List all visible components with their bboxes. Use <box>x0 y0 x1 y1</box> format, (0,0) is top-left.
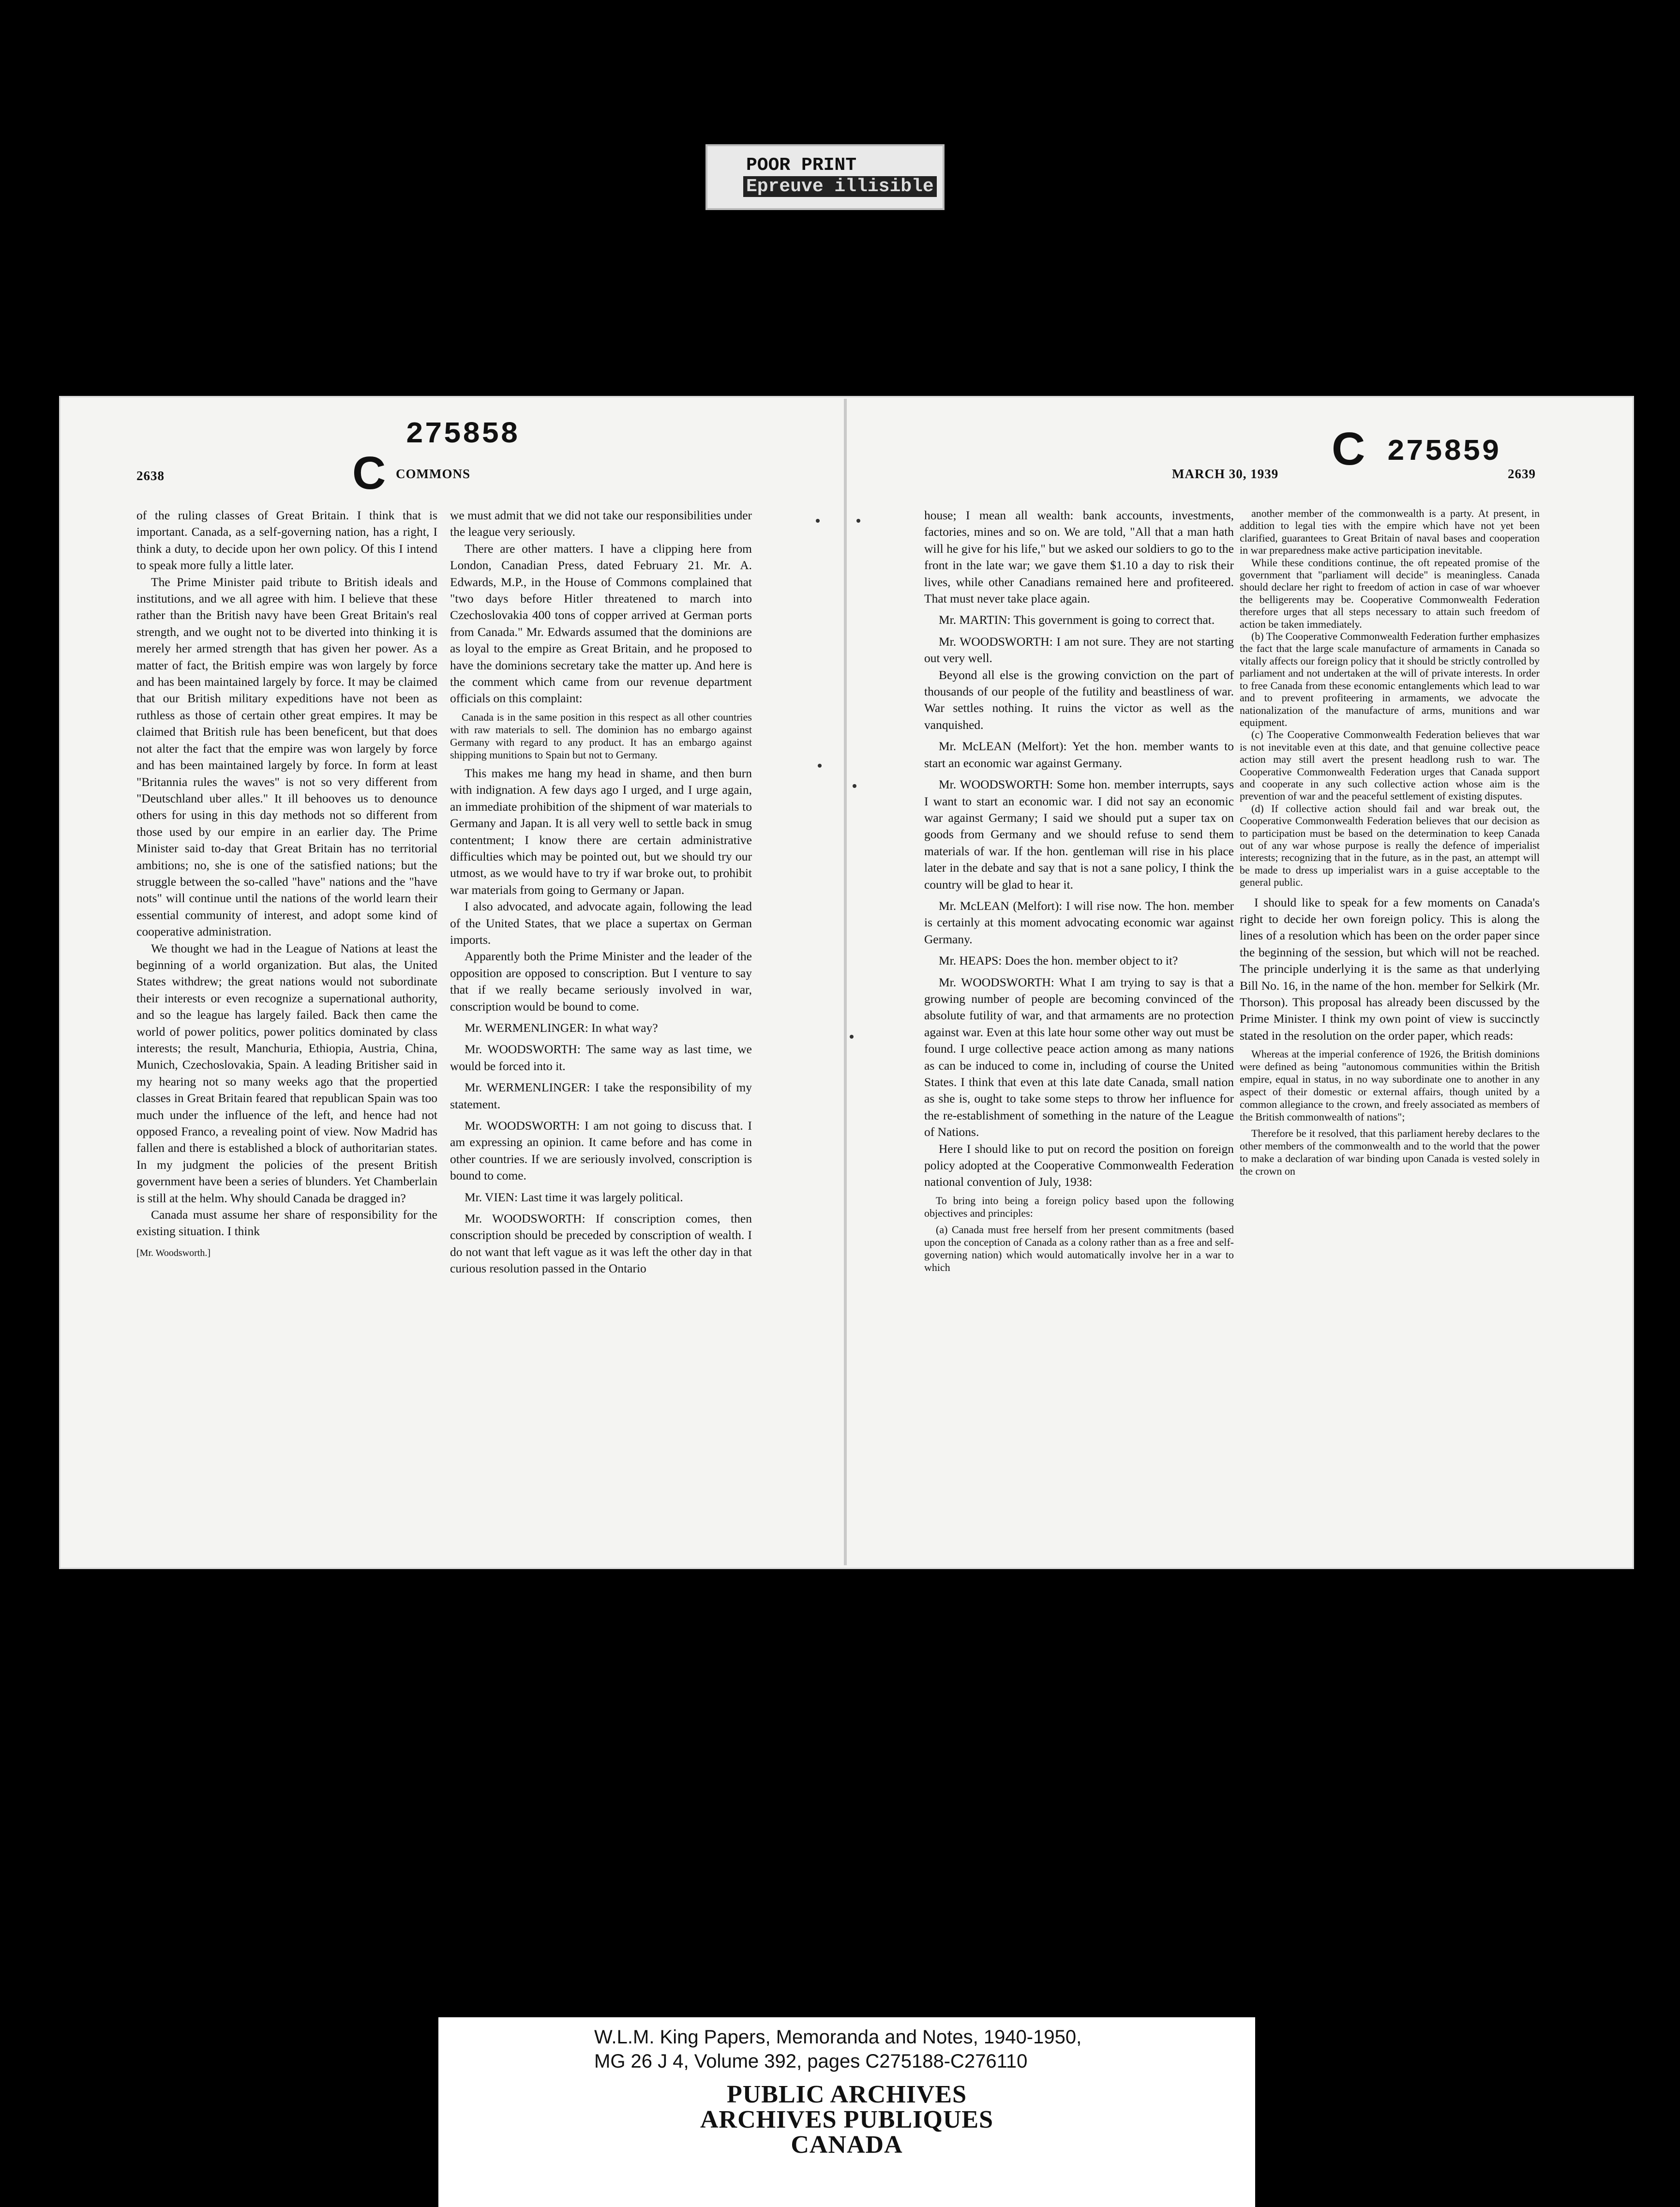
paragraph: This makes me hang my head in shame, and then burn with indignation. A few days ago I urged, and I urge again, an immediate prohibition of the shipment of war materials to Germany and Japan. It is all very well to settle back in smug contentment; I know there are certain administrative difficulties which may be pointed out, but we should try our utmost, as we would have to try if war broke out, to prohibit war materials from going to Germany or Japan. <box>450 766 752 897</box>
collection-line1: W.L.M. King Papers, Memoranda and Notes, 1940-1950, <box>594 2026 1082 2048</box>
running-head-right: MARCH 30, 1939 <box>1172 467 1279 481</box>
collection-line2: MG 26 J 4, Volume 392, pages C275188-C276110 <box>594 2051 1028 2072</box>
poor-print-notice <box>705 144 945 210</box>
speaker-footer: [Mr. Woodsworth.] <box>136 1247 211 1258</box>
text-column-2 <box>450 507 752 1325</box>
quoted-policy: To bring into being a foreign policy based upon the following objectives and principles: <box>924 1194 1234 1219</box>
paragraph: There are other matters. I have a clipping here from London, Canadian Press, dated February 21. Mr. A. Edwards, M.P., in the House of Commons complained that "two days before Hitler threatened to march into Czechoslovakia 400 tons of copper arrived at German ports from Canada." Mr. Edwards assumed that the dominions are as loyal to the empire as Great Britain, and he proposed to have the dominions secretary take the matter up. And here is the comment which came from our revenue department officials on this complaint: <box>450 541 752 706</box>
paragraph: house; I mean all wealth: bank accounts, investments, factories, mines and so on. We are told, "All that a man hath will he give for his life," but we asked our soldiers to go to the front in the late war; we gave them $1.10 a day to risk their lives, while other Canadians remained here and profiteered. That must never take place again. <box>924 508 1234 606</box>
paragraph: Apparently both the Prime Minister and the leader of the opposition are opposed to conscription. But I venture to say that if we really became seriously involved in war, conscription would be bound to come. <box>450 949 752 1013</box>
speck <box>816 519 820 523</box>
institution-line2: ARCHIVES PUBLIQUES <box>700 2106 994 2133</box>
running-head-left: COMMONS <box>396 467 470 481</box>
archive-stamp-left: 275858 <box>405 417 520 452</box>
quoted-resolution: Therefore be it resolved, that this parliament hereby declares to the other members of the commonwealth and to the world that the power to make a declaration of war binding upon Canada is vested solely in the crown on <box>1240 1127 1540 1178</box>
speaker-turn: Mr. MARTIN: This government is going to correct that. <box>939 613 1215 627</box>
paragraph: of the ruling classes of Great Britain. I think that is important. Canada, as a self-governing nation, has a right, I think a duty, to decide upon her own policy. Of this I intend to speak more fully a little later. <box>136 508 437 573</box>
paragraph: Beyond all else is the growing conviction on the part of thousands of our people of the futility and beastliness of war. War settles nothing. It ruins the victor as well as the vanquished. <box>924 667 1234 732</box>
archive-label <box>438 2017 1255 2207</box>
speck <box>818 764 822 768</box>
institution-line3: CANADA <box>791 2131 903 2159</box>
speaker-turn: Mr. WOODSWORTH: The same way as last time, we would be forced into it. <box>450 1042 752 1073</box>
speaker-turn: Mr. McLEAN (Melfort): Yet the hon. member wants to start an economic war against Germany. <box>924 739 1234 770</box>
paragraph: we must admit that we did not take our responsibilities under the league very seriously. <box>450 508 752 539</box>
speaker-turn: Mr. WERMENLINGER: In what way? <box>465 1020 658 1035</box>
page-number-left: 2638 <box>136 469 165 483</box>
quoted-policy: (c) The Cooperative Commonwealth Federation believes that war is not inevitable even at this date, and that genuine collective peace action may still avert the present headlong rush to war. The Cooperative Commonwealth Federation urges that Canada support and cooperate in any such collective action whose aim is the prevention of war and the peaceful settlement of existing disputes. <box>1240 728 1540 802</box>
quoted-resolution: Whereas at the imperial conference of 1926, the British dominions were defined as being "autonomous communities within the British empire, equal in status, in no way subordinate one to another in any aspect of their domestic or external affairs, though united by a common allegiance to the crown, and freely associated as members of the British commonwealth of nations"; <box>1240 1048 1540 1123</box>
speaker-turn: Mr. WOODSWORTH: What I am trying to say is that a growing number of people are becoming convinced of the absolute futility of war, and that armaments are no protection against war. Even at this late hour some other way out must be found. I urge collective peace action among as many nations as can be induced to come in, including of course the United States. I think that even at this late date Canada, small nation as she is, ought to take some steps to throw her influence for the re-establishment of something in the nature of the League of Nations. <box>924 975 1234 1139</box>
text-column-1 <box>136 507 437 1325</box>
stamp-letter-right: C <box>1332 423 1365 475</box>
paragraph: Here I should like to put on record the position on foreign policy adopted at the Cooperative Commonwealth Federation national convention of July, 1938: <box>924 1141 1234 1189</box>
speck <box>853 784 856 788</box>
quoted-policy: While these conditions continue, the oft repeated promise of the government that "parliament will decide" is meaningless. Canada should declare her right to freedom of action in case of war whoever the belligerents may be. Cooperative Commonwealth Federation therefore urges that all steps necessary to attain such freedom of action be taken immediately. <box>1240 556 1540 630</box>
stamp-letter-left: C <box>352 447 386 499</box>
poor-print-line2: Epreuve illisible <box>743 176 937 197</box>
speaker-turn: Mr. McLEAN (Melfort): I will rise now. The hon. member is certainly at this moment advocating economic war against Germany. <box>924 898 1234 946</box>
paragraph: Canada must assume her share of responsibility for the existing situation. I think <box>136 1208 437 1239</box>
paragraph: We thought we had in the League of Nations at least the beginning of a world organization. But alas, the United States withdrew; the great nations would not subordinate their interests or even recognize a supernational authority, and so the league has largely failed. Back then came the world of power politics, power politics dominated by class interests; the result, Manchuria, Ethiopia, Austria, China, Munich, Czechoslovakia, Spain. A leading Britisher said in my hearing not so many weeks ago that the propertied classes in Great Britain feared that republican Spain was too much under the influence of the left, and hence had not opposed Franco, a revealing point of view. Now Madrid has fallen and there is established a block of authoritarian states. In my judgment the policies of the present British government have been a series of blunders. Yet Chamberlain is still at the helm. Why should Canada be dragged in? <box>136 941 437 1205</box>
page-gutter <box>844 399 847 1565</box>
speaker-turn: Mr. WERMENLINGER: I take the responsibility of my statement. <box>450 1080 752 1111</box>
quoted-policy: (b) The Cooperative Commonwealth Federation further emphasizes the fact that the large scale manufacture of armaments in Canada so vitally affects our foreign policy that it should be strictly controlled by parliament and not undertaken at the will of private interests. In order to free Canada from these economic entanglements which lead to war and to prevent profiteering in armaments, we advocate the nationalization of the manufacture of arms, munitions and war equipment. <box>1240 630 1540 728</box>
quoted-policy: (d) If collective action should fail and war break out, the Cooperative Commonwealth Federation believes that our decision as to participation must be based on the determination to keep Canada out of any war whose purpose is really the defence of imperialist interests; recognizing that in the future, as in the past, an attempt will be made to dress up imperialist wars in a guise acceptable to the general public. <box>1240 802 1540 889</box>
archive-stamp-right: 275859 <box>1387 435 1501 469</box>
text-column-3 <box>924 507 1234 1325</box>
speaker-turn: Mr. WOODSWORTH: Some hon. member interrupts, says I want to start an economic war. I did not say an economic war against Germany; I said we should put a super tax on goods from Germany and we should refuse to send them materials of war. If the hon. gentleman will rise in his place later in the debate and say that is not a sane policy, I think the country will be glad to hear it. <box>924 777 1234 892</box>
text-column-4 <box>1240 507 1540 1325</box>
speaker-turn: Mr. WOODSWORTH: If conscription comes, then conscription should be preceded by conscription of wealth. I do not want that left vague as it was left the other day in that curious resolution passed in the Ontario <box>450 1211 752 1276</box>
poor-print-line1: POOR PRINT <box>746 155 857 176</box>
institution-line1: PUBLIC ARCHIVES <box>726 2081 967 2108</box>
speaker-turn: Mr. WOODSWORTH: I am not sure. They are not starting out very well. <box>924 634 1234 665</box>
paragraph: The Prime Minister paid tribute to British ideals and institutions, and we all agree with him. I believe that these rather than the British navy have been Great Britain's real strength, and we ought not to be diverted into thinking it is merely her armed strength that has given her power. As a matter of fact, the British empire was won largely by force and has been maintained largely by force. It may be claimed that our British military expeditions have not been as ruthless as those of certain other great empires. It may be claimed that British rule has been beneficent, but that does not alter the fact that the empire was won largely by force and has been maintained largely by force. In form at least "Britannia rules the waves" is not so very different from "Deutschland uber alles." It ill behooves us to denounce others for using in this day methods not so different from those used by our empire in an earlier day. The Prime Minister said to-day that Great Britain has no territorial ambitions; no, she is one of the satisfied nations; but the struggle between the so-called "have" nations and the "have nots" will continue until the nations of the world learn their essential community of interest, and adopt some kind of cooperative administration. <box>136 574 437 939</box>
page-number-right: 2639 <box>1508 467 1536 481</box>
quoted-policy: (a) Canada must free herself from her present commitments (based upon the conception of Canada as a colony rather than as a free and self-governing nation) which would automatically involve her in a war to which <box>924 1223 1234 1273</box>
paragraph: I also advocated, and advocate again, following the lead of the United States, that we place a supertax on German imports. <box>450 899 752 947</box>
speaker-turn: Mr. WOODSWORTH: I am not going to discuss that. I am expressing an opinion. It came before and has come in other countries. If we are seriously involved, conscription is bound to come. <box>450 1119 752 1183</box>
speaker-turn: Mr. VIEN: Last time it was largely political. <box>465 1190 683 1204</box>
speaker-turn: Mr. HEAPS: Does the hon. member object to it? <box>939 953 1178 968</box>
quoted-comment: Canada is in the same position in this respect as all other countries with raw materials to sell. The dominion has no embargo against Germany with regard to any product. It has an embargo against shipping munitions to Spain but not to Germany. <box>450 710 752 761</box>
speck <box>856 519 860 523</box>
quoted-policy: another member of the commonwealth is a party. At present, in addition to legal ties with the empire which have not yet been clarified, guarantees to Great Britain of naval bases and cooperation in war preparedness make active participation inevitable. <box>1240 507 1540 557</box>
paragraph: I should like to speak for a few moments on Canada's right to decide her own foreign policy. This is along the lines of a resolution which has been on the order paper since the beginning of the session, but which will not be reached. The principle underlying it is the same as that underlying Bill No. 16, in the name of the hon. member for Selkirk (Mr. Thorson). This proposal has already been discussed by the Prime Minister. I think my own point of view is succinctly stated in the resolution on the order paper, which reads: <box>1240 895 1540 1043</box>
speck <box>850 1035 854 1039</box>
